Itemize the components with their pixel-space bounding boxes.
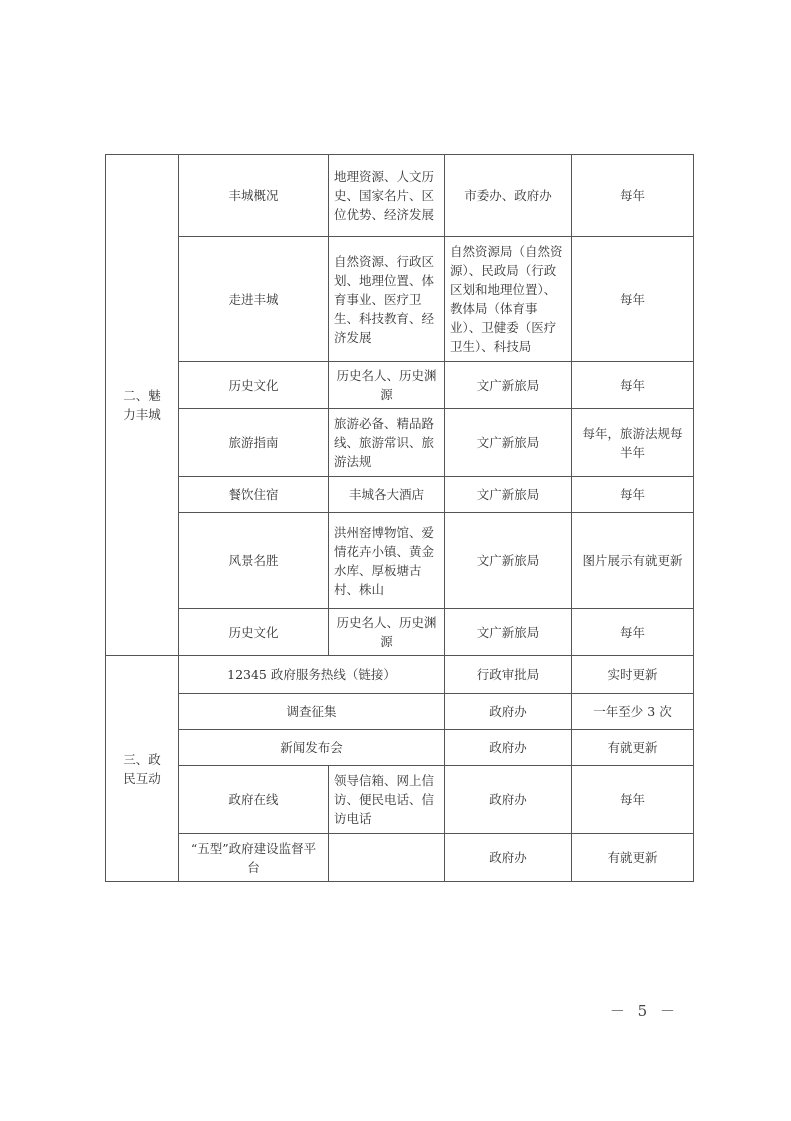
content-cell: 历史名人、历史渊源 <box>329 609 445 656</box>
table-row <box>106 237 694 362</box>
freq-cell: 有就更新 <box>572 730 694 766</box>
item-cell: “五型”政府建设监督平台 <box>179 834 329 882</box>
dept-cell: 文广新旅局 <box>445 409 572 477</box>
content-cell: 历史名人、历史渊源 <box>329 362 445 409</box>
freq-cell: 实时更新 <box>572 656 694 694</box>
freq-cell: 每年 <box>572 766 694 834</box>
table-row <box>106 477 694 513</box>
dept-cell: 政府办 <box>445 694 572 730</box>
item-cell: 历史文化 <box>179 362 329 409</box>
content-cell: 丰城各大酒店 <box>329 477 445 513</box>
item-cell: 走进丰城 <box>179 237 329 362</box>
freq-cell: 一年至少 3 次 <box>572 694 694 730</box>
freq-cell: 每年 <box>572 237 694 362</box>
item-cell: 新闻发布会 <box>179 730 445 766</box>
item-cell: 12345 政府服务热线（链接） <box>179 656 445 694</box>
section-title: 二、魅力丰城 <box>106 155 179 656</box>
item-cell: 政府在线 <box>179 766 329 834</box>
item-cell: 风景名胜 <box>179 513 329 609</box>
content-cell: 自然资源、行政区划、地理位置、体育事业、医疗卫生、科技教育、经济发展 <box>329 237 445 362</box>
freq-cell: 每年 <box>572 362 694 409</box>
item-cell: 历史文化 <box>179 609 329 656</box>
table-row <box>106 766 694 834</box>
dept-cell: 政府办 <box>445 834 572 882</box>
dept-cell: 政府办 <box>445 730 572 766</box>
content-table <box>105 154 694 882</box>
table-row <box>106 694 694 730</box>
dept-cell: 文广新旅局 <box>445 513 572 609</box>
freq-cell: 有就更新 <box>572 834 694 882</box>
item-cell: 旅游指南 <box>179 409 329 477</box>
dept-cell: 文广新旅局 <box>445 609 572 656</box>
content-cell: 旅游必备、精品路线、旅游常识、旅游法规 <box>329 409 445 477</box>
item-cell: 调查征集 <box>179 694 445 730</box>
item-cell: 餐饮住宿 <box>179 477 329 513</box>
content-cell: 洪州窑博物馆、爱情花卉小镇、黄金水库、厚板塘古村、株山 <box>329 513 445 609</box>
section-title: 三、政民互动 <box>106 656 179 882</box>
table-row <box>106 409 694 477</box>
freq-cell: 每年 <box>572 477 694 513</box>
dept-cell: 市委办、政府办 <box>445 155 572 237</box>
table-row <box>106 155 694 237</box>
content-cell: 地理资源、人文历史、国家名片、区位优势、经济发展 <box>329 155 445 237</box>
dept-cell: 政府办 <box>445 766 572 834</box>
page-number: － 5 － <box>609 1002 679 1020</box>
freq-cell: 每年 <box>572 155 694 237</box>
dept-cell: 文广新旅局 <box>445 477 572 513</box>
dept-cell: 文广新旅局 <box>445 362 572 409</box>
table-row <box>106 730 694 766</box>
table-row <box>106 656 694 694</box>
content-cell: 领导信箱、网上信访、便民电话、信访电话 <box>329 766 445 834</box>
table-row <box>106 834 694 882</box>
dept-cell: 行政审批局 <box>445 656 572 694</box>
freq-cell: 图片展示有就更新 <box>572 513 694 609</box>
table-row <box>106 513 694 609</box>
table-row <box>106 362 694 409</box>
content-cell <box>329 834 445 882</box>
dept-cell: 自然资源局（自然资源）、民政局（行政区划和地理位置）、教体局（体育事业）、卫健委（医疗卫生）、科技局 <box>445 237 572 362</box>
freq-cell: 每年，旅游法规每半年 <box>572 409 694 477</box>
freq-cell: 每年 <box>572 609 694 656</box>
table-row <box>106 609 694 656</box>
item-cell: 丰城概况 <box>179 155 329 237</box>
